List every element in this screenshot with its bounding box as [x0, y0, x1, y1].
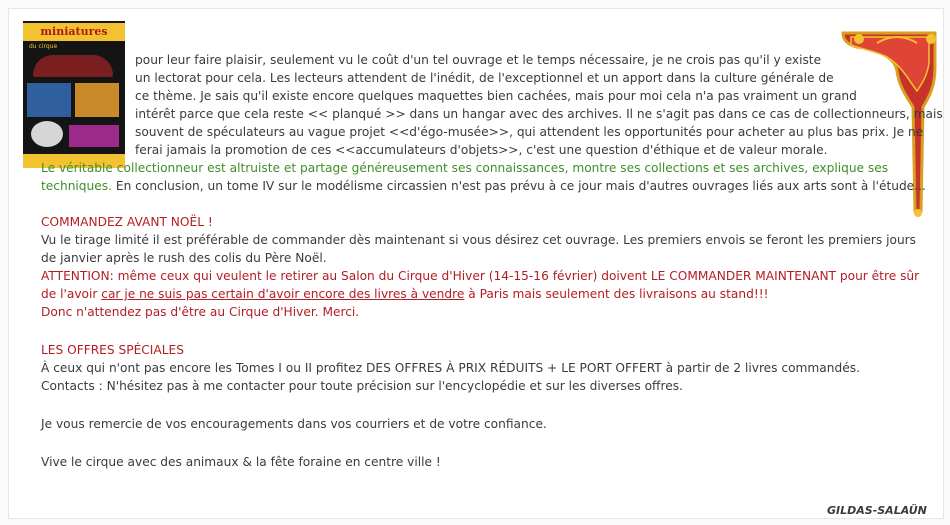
cover-photo-3	[31, 121, 63, 147]
intro-line-4: intérêt parce que cela reste << planqué >> dans un hangar avec des archives. Il ne s'agit pas dans ce cas de collectionneurs, mais	[135, 107, 943, 121]
book-cover-subtitle: du cirque	[29, 43, 58, 50]
offers-line-1: À ceux qui n'ont pas encore les Tomes I ou II profitez DES OFFRES À PRIX RÉDUITS + LE PORT OFFERT à partir de 2 livres commandés.	[41, 361, 860, 375]
intro-line-3: ce thème. Je sais qu'il existe encore quelques maquettes bien cachées, mais pour moi cela n'a pas vraiment un grand	[135, 89, 857, 103]
thanks-line: Je vous remercie de vos encouragements dans vos courriers et de votre confiance.	[41, 417, 547, 431]
cover-photo-2	[75, 83, 119, 117]
intro-line-5: souvent de spéculateurs au vague projet <<d'égo-musée>>, qui attendent les opportunités pour acheter au plus bas prix. Je ne	[135, 125, 924, 139]
collector-line-1: Le véritable collectionneur est altruiste et partage généreusement ses connaissances, montre ses collections et ses archives, explique ses	[41, 161, 889, 175]
intro-line-1: pour leur faire plaisir, seulement vu le coût d'un tel ouvrage et le temps nécessaire, je ne crois pas qu'il y existe	[135, 53, 822, 67]
attention-line-2	[41, 287, 769, 301]
attention-line-3: Donc n'attendez pas d'être au Cirque d'Hiver. Merci.	[41, 305, 360, 319]
conclusion-text: En conclusion, un tome IV sur le modélisme circassien n'est pas prévu à ce jour mais d'autres ouvrages liés aux arts sont à l'étude...	[112, 179, 926, 193]
attention-line-1: ATTENTION: même ceux qui veulent le retirer au Salon du Cirque d'Hiver (14-15-16 février) doivent LE COMMANDER MAINTENANT pour être sûr	[41, 269, 920, 283]
cover-circus-tent	[33, 55, 113, 77]
cover-photo-1	[27, 83, 71, 117]
collector-line-2	[41, 179, 926, 193]
offers-line-2: Contacts : N'hésitez pas à me contacter pour toute précision sur l'encyclopédie et sur les diverses offres.	[41, 379, 683, 393]
intro-line-2: un lectorat pour cela. Les lecteurs attendent de l'inédit, de l'exceptionnel et un apport dans la culture générale de	[135, 71, 834, 85]
closing-line: Vive le cirque avec des animaux & la fête foraine en centre ville !	[41, 455, 441, 469]
book-cover-image	[23, 21, 125, 168]
collector-line-2-green: techniques.	[41, 179, 112, 193]
attention-underlined: car je ne suis pas certain d'avoir encore des livres à vendre	[101, 287, 465, 301]
book-cover-title: miniatures	[23, 23, 125, 41]
cover-photo-4	[69, 125, 119, 147]
order-line-2: de janvier après le rush des colis du Père Noël.	[41, 251, 327, 265]
intro-line-6: ferai jamais la promotion de ces <<accumulateurs d'objets>>, c'est une question d'éthique et de valeur morale.	[135, 143, 828, 157]
order-line-1: Vu le tirage limité il est préférable de commander dès maintenant si vous désirez cet ouvrage. Les premiers envois se feront les premiers jours	[41, 233, 917, 247]
attention-line-2-start: de l'avoir	[41, 287, 102, 301]
attention-line-2-end: à Paris mais seulement des livraisons au stand!!!	[464, 287, 769, 301]
signature: GILDAS-SALAÜN	[827, 504, 927, 517]
order-heading: COMMANDEZ AVANT NOËL !	[41, 215, 213, 229]
document-page	[8, 8, 944, 519]
offers-heading: LES OFFRES SPÉCIALES	[41, 343, 184, 357]
